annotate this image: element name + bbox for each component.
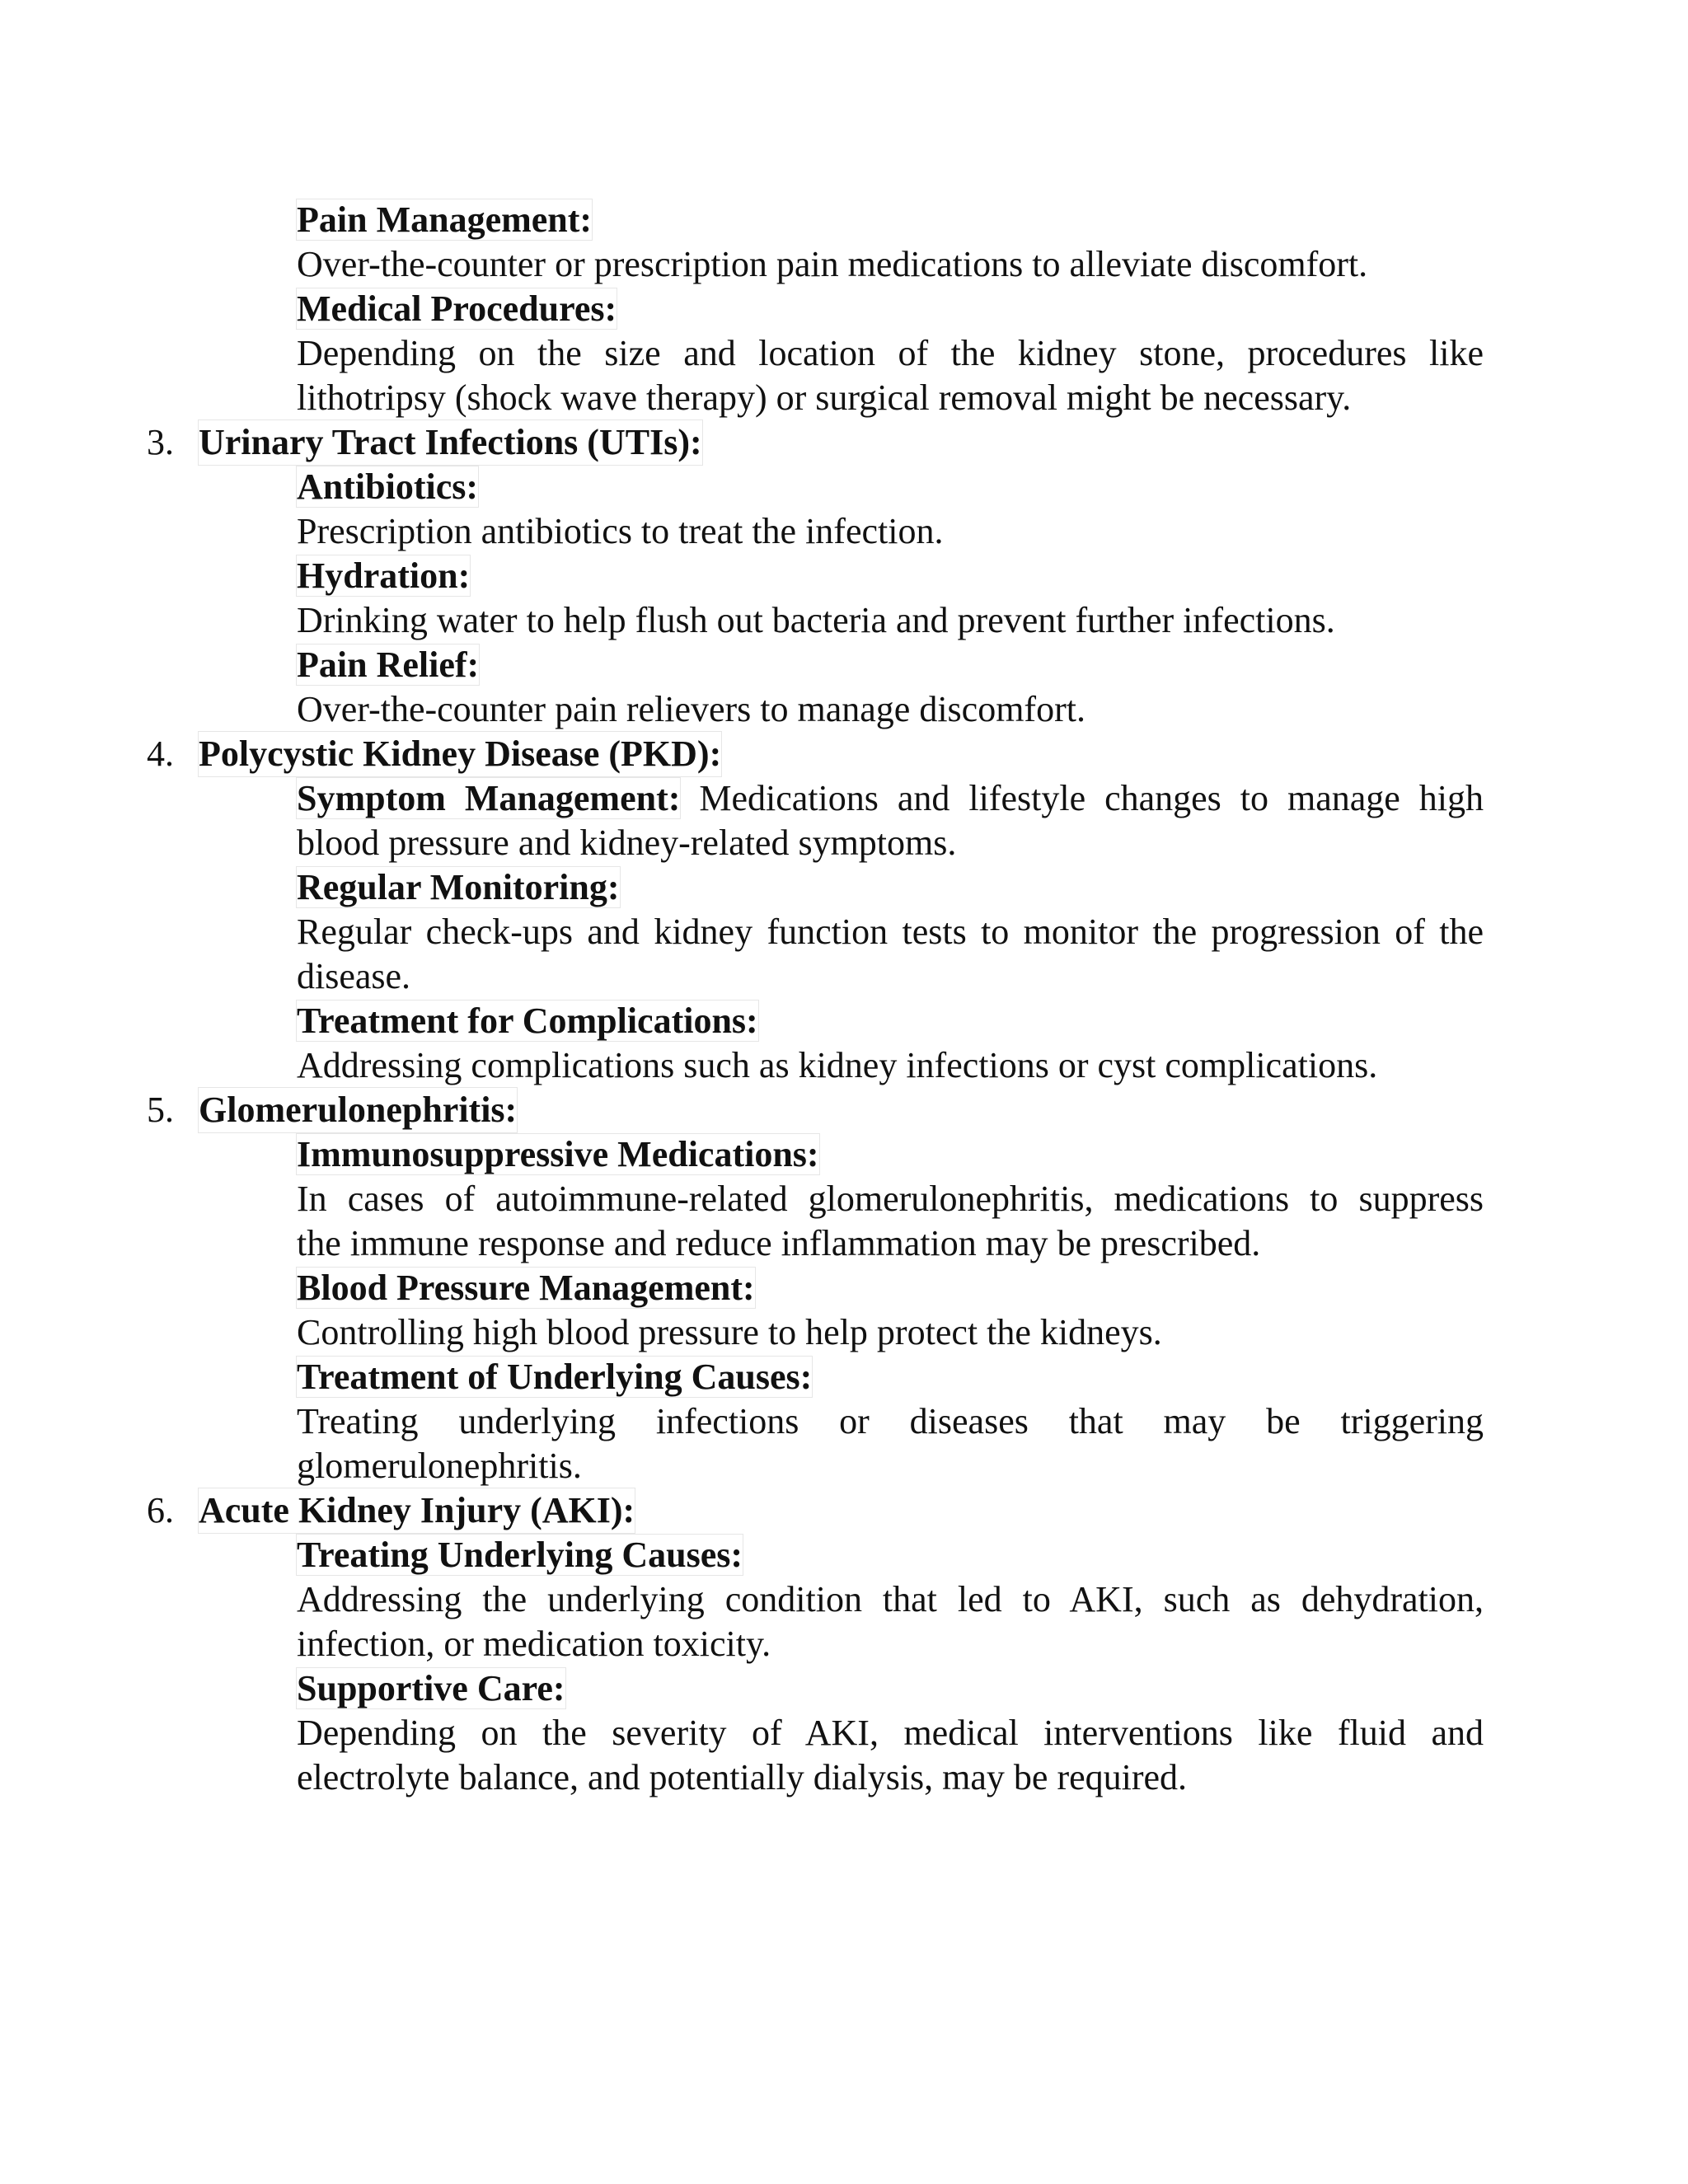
subheading-text: Immunosuppressive Medications: — [297, 1134, 819, 1174]
paragraph-treating-underlying-line-1: Addressing the underlying condition that led to AKI, such as dehydration, — [297, 1579, 1484, 1619]
subheading-text: Medical Procedures: — [297, 288, 617, 329]
subheading-pain-relief — [297, 643, 479, 687]
paragraph-hydration: Drinking water to help flush out bacteria and prevent further infections. — [297, 600, 1335, 640]
subheading-symptom-management: Symptom Management: — [297, 778, 681, 818]
paragraph-antibiotics: Prescription antibiotics to treat the infection. — [297, 511, 944, 551]
paragraph-underlying-causes-line-2: glomerulonephritis. — [297, 1446, 582, 1486]
paragraph-treating-underlying-line-2: infection, or medication toxicity. — [297, 1624, 771, 1664]
paragraph-medical-procedures-line-2: lithotripsy (shock wave therapy) or surgical removal might be necessary. — [297, 377, 1352, 418]
subheading-text: Hydration: — [297, 555, 471, 596]
paragraph-immunosuppressive-line-1: In cases of autoimmune-related glomerulonephritis, medications to suppress — [297, 1179, 1484, 1219]
inline-text: Medications and lifestyle changes to manage high — [680, 778, 1484, 818]
list-number-5: 5. — [147, 1090, 174, 1130]
section-title-utis: Urinary Tract Infections (UTIs): — [199, 420, 702, 465]
subheading-treatment-of-underlying-causes — [297, 1355, 812, 1399]
subheading-text: Antibiotics: — [297, 466, 478, 507]
list-number-6: 6. — [147, 1490, 174, 1530]
subheading-text: Regular Monitoring: — [297, 867, 620, 907]
subheading-text: Pain Management: — [297, 199, 593, 240]
subheading-text: Blood Pressure Management: — [297, 1268, 755, 1308]
subheading-pain-management — [297, 198, 592, 242]
subheading-supportive-care — [297, 1666, 565, 1711]
paragraph-underlying-causes-line-1: Treating underlying infections or diseases that may be triggering — [297, 1401, 1484, 1441]
subheading-treating-underlying-causes — [297, 1533, 743, 1577]
paragraph-pain-relief: Over-the-counter pain relievers to manage discomfort. — [297, 689, 1085, 729]
paragraph-medical-procedures-line-1: Depending on the size and location of the kidney stone, procedures like — [297, 333, 1484, 373]
list-number-4: 4. — [147, 733, 174, 774]
paragraph-immunosuppressive-line-2: the immune response and reduce inflammation may be prescribed. — [297, 1223, 1261, 1263]
subheading-medical-procedures — [297, 287, 617, 331]
subheading-treatment-for-complications — [297, 999, 758, 1043]
paragraph-regular-monitoring-line-1: Regular check-ups and kidney function tests to monitor the progression of the — [297, 912, 1484, 952]
subheading-immunosuppressive-medications — [297, 1132, 819, 1177]
section-title-aki: Acute Kidney Injury (AKI): — [199, 1488, 635, 1533]
subheading-text: Supportive Care: — [297, 1668, 565, 1708]
paragraph-treatment-for-complications: Addressing complications such as kidney infections or cyst complications. — [297, 1045, 1378, 1085]
subheading-text: Treating Underlying Causes: — [297, 1535, 743, 1575]
list-number-3: 3. — [147, 422, 174, 462]
paragraph-pain-management: Over-the-counter or prescription pain medications to alleviate discomfort. — [297, 244, 1368, 284]
subheading-antibiotics — [297, 465, 478, 509]
paragraph-supportive-care-line-1: Depending on the severity of AKI, medical interventions like fluid and — [297, 1713, 1484, 1753]
subheading-blood-pressure-management — [297, 1266, 755, 1310]
paragraph-symptom-management-line-2: blood pressure and kidney-related symptoms. — [297, 823, 957, 863]
section-title-pkd: Polycystic Kidney Disease (PKD): — [199, 732, 721, 776]
subheading-regular-monitoring — [297, 865, 620, 910]
paragraph-supportive-care-line-2: electrolyte balance, and potentially dialysis, may be required. — [297, 1757, 1188, 1797]
paragraph-symptom-management-line-1 — [297, 776, 1484, 821]
subheading-text: Pain Relief: — [297, 644, 480, 685]
subheading-hydration — [297, 554, 470, 598]
subheading-text: Treatment for Complications: — [297, 1001, 758, 1041]
paragraph-blood-pressure-management: Controlling high blood pressure to help protect the kidneys. — [297, 1312, 1162, 1352]
section-title-glomerulonephritis: Glomerulonephritis: — [199, 1088, 517, 1132]
paragraph-regular-monitoring-line-2: disease. — [297, 956, 411, 996]
subheading-text: Treatment of Underlying Causes: — [297, 1357, 813, 1397]
